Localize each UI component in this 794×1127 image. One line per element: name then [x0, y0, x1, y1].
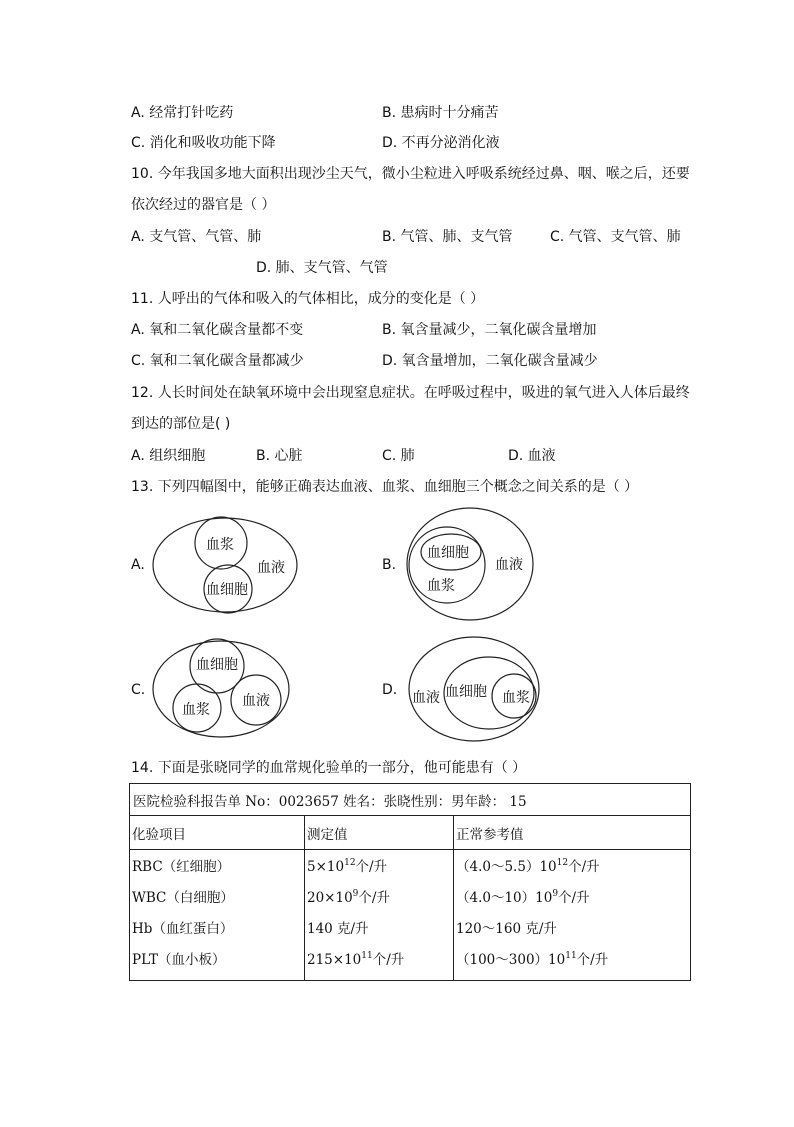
- column-header-value: 测定值: [305, 816, 454, 850]
- diagram-d-inner: 血浆: [502, 690, 530, 706]
- report-body-row: [130, 850, 691, 981]
- q12-stem-line1: 12. 人长时间处在缺氧环境中会出现窒息症状。在呼吸过程中，吸进的氧气进入人体后最终: [131, 385, 690, 401]
- q12-stem-line2: 到达的部位是( ): [131, 416, 231, 432]
- diagram-d-outer: 血液: [412, 690, 440, 706]
- diagram-d-middle: 血细胞: [445, 684, 487, 700]
- q10-stem-line1: 10. 今年我国多地大面积出现沙尘天气，微小尘粒进入呼吸系统经过鼻、咽、喉之后，还要: [131, 166, 690, 182]
- q10-stem-line2: 依次经过的器官是（ ）: [131, 197, 276, 213]
- q9-option-a: A. 经常打针吃药: [131, 105, 234, 121]
- item-column: [130, 850, 305, 981]
- q10-option-a: A. 支气管、气管、肺: [131, 229, 262, 245]
- q10-option-b: B. 气管、肺、支气管: [382, 229, 513, 245]
- reference-column: [454, 850, 691, 981]
- diagram-c-letter: C.: [131, 682, 146, 698]
- table-cell-item: WBC（白细胞）: [132, 890, 234, 906]
- table-cell-reference: 120～160 克/升: [456, 921, 557, 937]
- q13-stem: 13. 下列四幅图中，能够正确表达血液、血浆、血细胞三个概念之间关系的是（ ）: [131, 479, 639, 495]
- table-cell-item: RBC（红细胞）: [132, 859, 231, 875]
- diagram-a-inner-1: 血浆: [206, 537, 234, 553]
- q9-option-b: B. 患病时十分痛苦: [382, 105, 499, 121]
- q14-stem: 14. 下面是张晓同学的血常规化验单的一部分，他可能患有（ ）: [131, 760, 527, 776]
- diagram-c-label-2: 血浆: [182, 702, 210, 718]
- diagram-a-letter: A.: [131, 557, 145, 573]
- q11-option-d: D. 氧含量增加，二氧化碳含量减少: [382, 353, 598, 369]
- table-cell-item: PLT（血小板）: [132, 952, 226, 968]
- q10-option-c: C. 气管、支气管、肺: [550, 229, 681, 245]
- q12-option-d: D. 血液: [508, 448, 556, 464]
- column-header-reference: 正常参考值: [454, 816, 691, 850]
- table-cell-value: $5\times 10^{12}$个/升: [307, 858, 388, 875]
- blood-test-report-table: [129, 783, 691, 981]
- table-cell-value: $20\times 10^9$个/升: [307, 889, 390, 906]
- q10-option-d: D. 肺、支气管、气管: [256, 260, 388, 276]
- table-cell-value: $215\times 10^{11}$个/升: [307, 951, 405, 968]
- q12-option-b: B. 心脏: [256, 448, 303, 464]
- diagram-d-letter: D.: [382, 682, 398, 698]
- diagram-b-letter: B.: [382, 557, 397, 573]
- table-cell-reference: $(100\sim 300)10^{11}$个/升: [456, 951, 609, 968]
- diagram-c-label-3: 血液: [242, 693, 270, 709]
- diagram-a-inner-2: 血细胞: [206, 582, 248, 598]
- value-column: [305, 850, 454, 981]
- q11-option-b: B. 氧含量减少，二氧化碳含量增加: [382, 322, 597, 338]
- report-header: 医院检验科报告单 No：0023657 姓名：张晓性别：男年龄： 15: [130, 784, 691, 816]
- column-header-item: 化验项目: [130, 816, 305, 850]
- q9-option-c: C. 消化和吸收功能下降: [131, 135, 276, 151]
- q11-option-a: A. 氧和二氧化碳含量都不变: [131, 322, 304, 338]
- diagram-b-inner-1: 血细胞: [427, 545, 469, 561]
- q12-option-a: A. 组织细胞: [131, 448, 206, 464]
- q11-stem: 11. 人呼出的气体和吸入的气体相比，成分的变化是（ ）: [131, 291, 485, 307]
- q12-option-c: C. 肺: [382, 448, 415, 464]
- diagram-a-outer: 血液: [257, 560, 285, 576]
- table-cell-reference: $(4.0\sim 5.5)10^{12}$个/升: [456, 858, 600, 875]
- q9-option-d: D. 不再分泌消化液: [382, 135, 500, 151]
- table-cell-value: 140 克/升: [307, 921, 369, 937]
- q11-option-c: C. 氧和二氧化碳含量都减少: [131, 353, 304, 369]
- diagram-b-inner-2: 血浆: [427, 578, 455, 594]
- table-cell-item: Hb（血红蛋白）: [132, 921, 234, 937]
- diagram-c-label-1: 血细胞: [196, 657, 238, 673]
- diagram-b-outer: 血液: [495, 557, 523, 573]
- table-cell-reference: $(4.0\sim 10)10^9$个/升: [456, 889, 590, 906]
